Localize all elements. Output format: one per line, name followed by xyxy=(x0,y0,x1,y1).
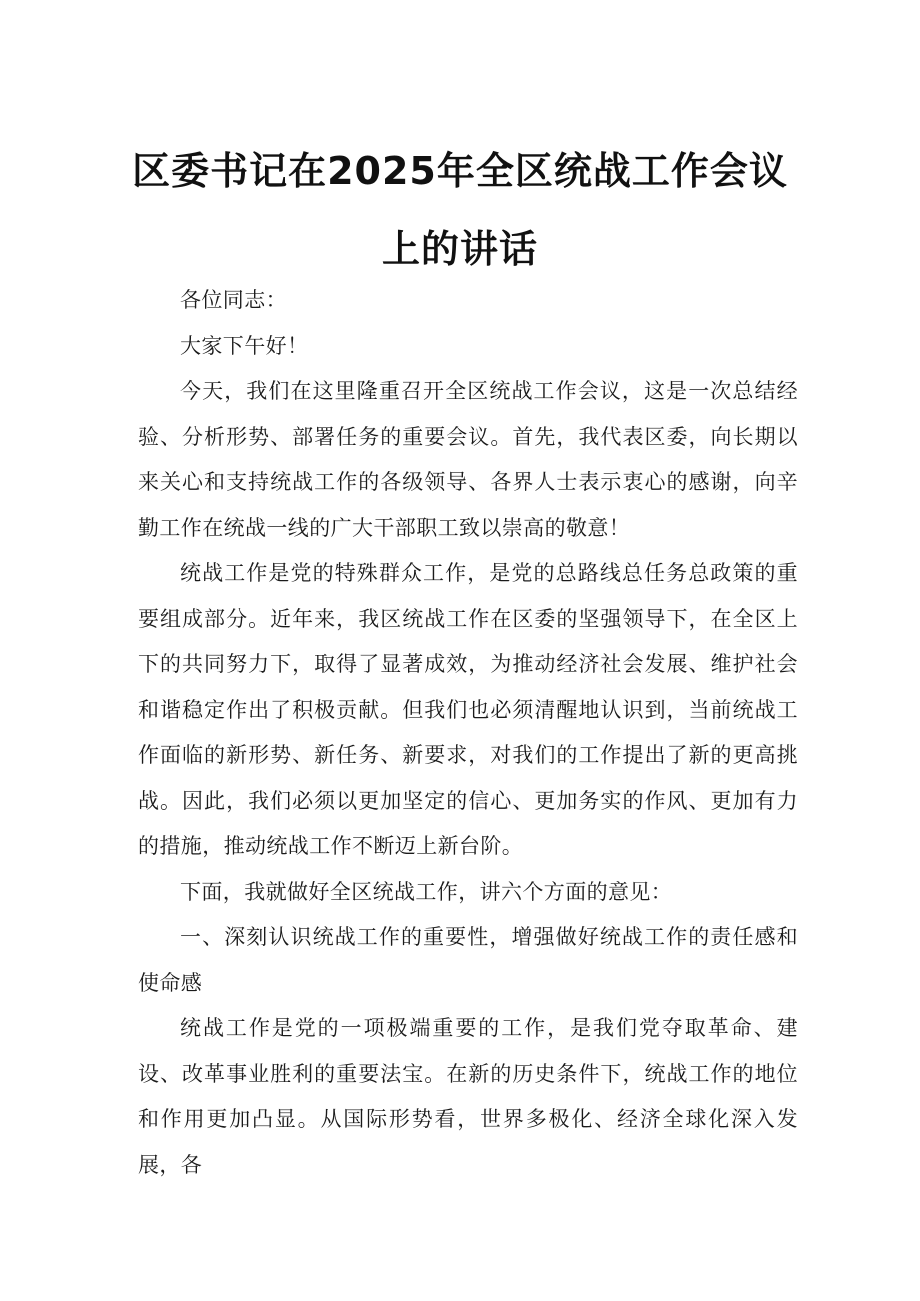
document-body xyxy=(138,278,798,1188)
paragraph-overview: 统战工作是党的特殊群众工作，是党的总路线总任务总政策的重要组成部分。近年来，我区统战工作在区委的坚强领导下，在全区上下的共同努力下，取得了显著成效，为推动经济社会发展、维护社会和谐稳定作出了积极贡献。但我们也必须清醒地认识到，当前统战工作面临的新形势、新任务、新要求，对我们的工作提出了新的更高挑战。因此，我们必须以更加坚定的信心、更加务实的作风、更加有力的措施，推动统战工作不断迈上新台阶。 xyxy=(138,561,798,858)
paragraph-outline: 下面，我就做好全区统战工作，讲六个方面的意见： xyxy=(180,879,673,904)
paragraph-opening: 今天，我们在这里隆重召开全区统战工作会议，这是一次总结经验、分析形势、部署任务的重要会议。首先，我代表区委，向长期以来关心和支持统战工作的各级领导、各界人士表示衷心的感谢，向辛勤工作在统战一线的广大干部职工致以崇高的敬意！ xyxy=(138,379,798,540)
document-title-line-1: 区委书记在2025年全区统战工作会议 xyxy=(132,149,788,193)
section-heading-1: 一、深刻认识统战工作的重要性，增强做好统战工作的责任感和使命感 xyxy=(138,925,798,995)
paragraph-section-1: 统战工作是党的一项极端重要的工作，是我们党夺取革命、建设、改革事业胜利的重要法宝。在新的历史条件下，统战工作的地位和作用更加凸显。从国际形势看，世界多极化、经济全球化深入发展，各 xyxy=(138,1016,798,1177)
salutation: 各位同志： xyxy=(180,288,287,312)
document-title-line-2: 上的讲话 xyxy=(381,227,538,271)
greeting: 大家下午好！ xyxy=(180,333,309,358)
